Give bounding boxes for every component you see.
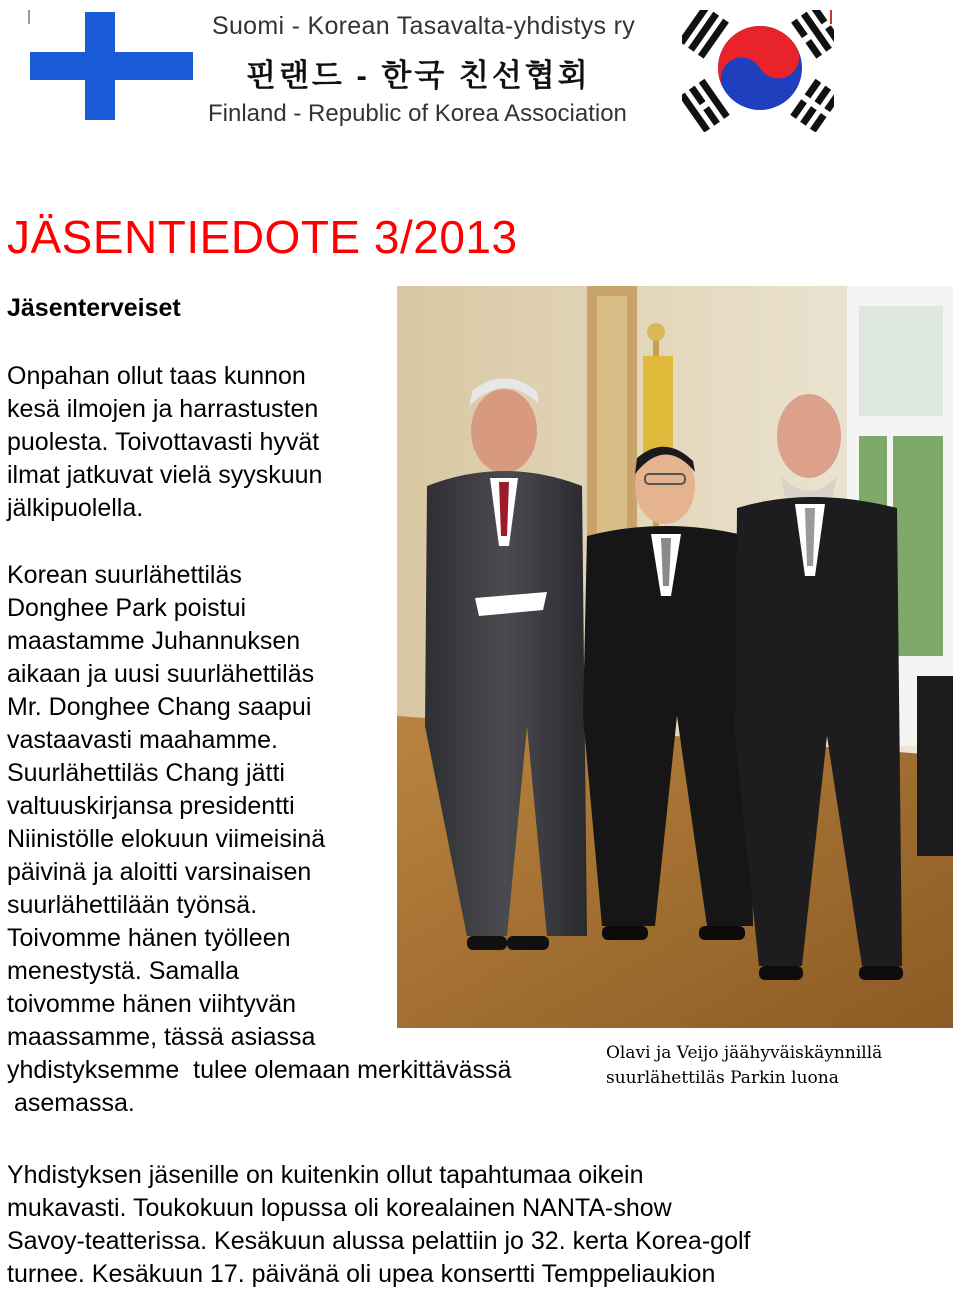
ambassador-farewell-photo	[397, 286, 953, 1028]
newsletter-title: JÄSENTIEDOTE 3/2013	[7, 211, 518, 263]
association-name-finnish: Suomi - Korean Tasavalta-yhdistys ry	[212, 12, 636, 40]
paragraph-summer-greeting: Onpahan ollut taas kunnon kesä ilmojen ja harrastusten puolesta. Toivottavasti hyvät ilmat jatkuvat vielä syyskuun jälkipuolella.	[7, 362, 323, 522]
association-name-english: Finland - Republic of Korea Association	[208, 100, 627, 127]
photo-caption: Olavi ja Veijo jäähyväiskäynnillä suurlähettiläs Parkin luona	[606, 1043, 883, 1088]
paragraph-ambassador-news: Korean suurlähettiläs Donghee Park poistui maastamme Juhannuksen aikaan ja uusi suurlähettiläs Mr. Donghee Chang saapui vastaavasti maahamme. Suurlähettiläs Chang jätti valtuuskirjansa presidentti Niinistölle elokuun viimeisinä päivinä ja aloitti varsinaisen suurlähettilään työnsä. Toivomme hänen työlleen menestystä. Samalla toivomme hänen viihtyvän maassamme, tässä asiassa yhdistyksemme tulee olemaan merkittävässä asemassa.	[7, 561, 512, 1117]
korean-flag-icon	[682, 10, 834, 132]
association-banner	[0, 0, 960, 150]
finnish-flag-icon	[30, 12, 193, 120]
section-heading: Jäsenterveiset	[7, 294, 181, 322]
association-name-korean: 핀랜드 - 한국 친선협회	[246, 58, 591, 93]
paragraph-member-events: Yhdistyksen jäsenille on kuitenkin ollut tapahtumaa oikein mukavasti. Toukokuun lopussa oli korealainen NANTA-show Savoy-teatterissa. Kesäkuun alussa pelattiin jo 32. kerta Korea-golf turnee. Kesäkuun 17. päivänä oli upea konsertti Temppeliaukion	[7, 1161, 751, 1288]
